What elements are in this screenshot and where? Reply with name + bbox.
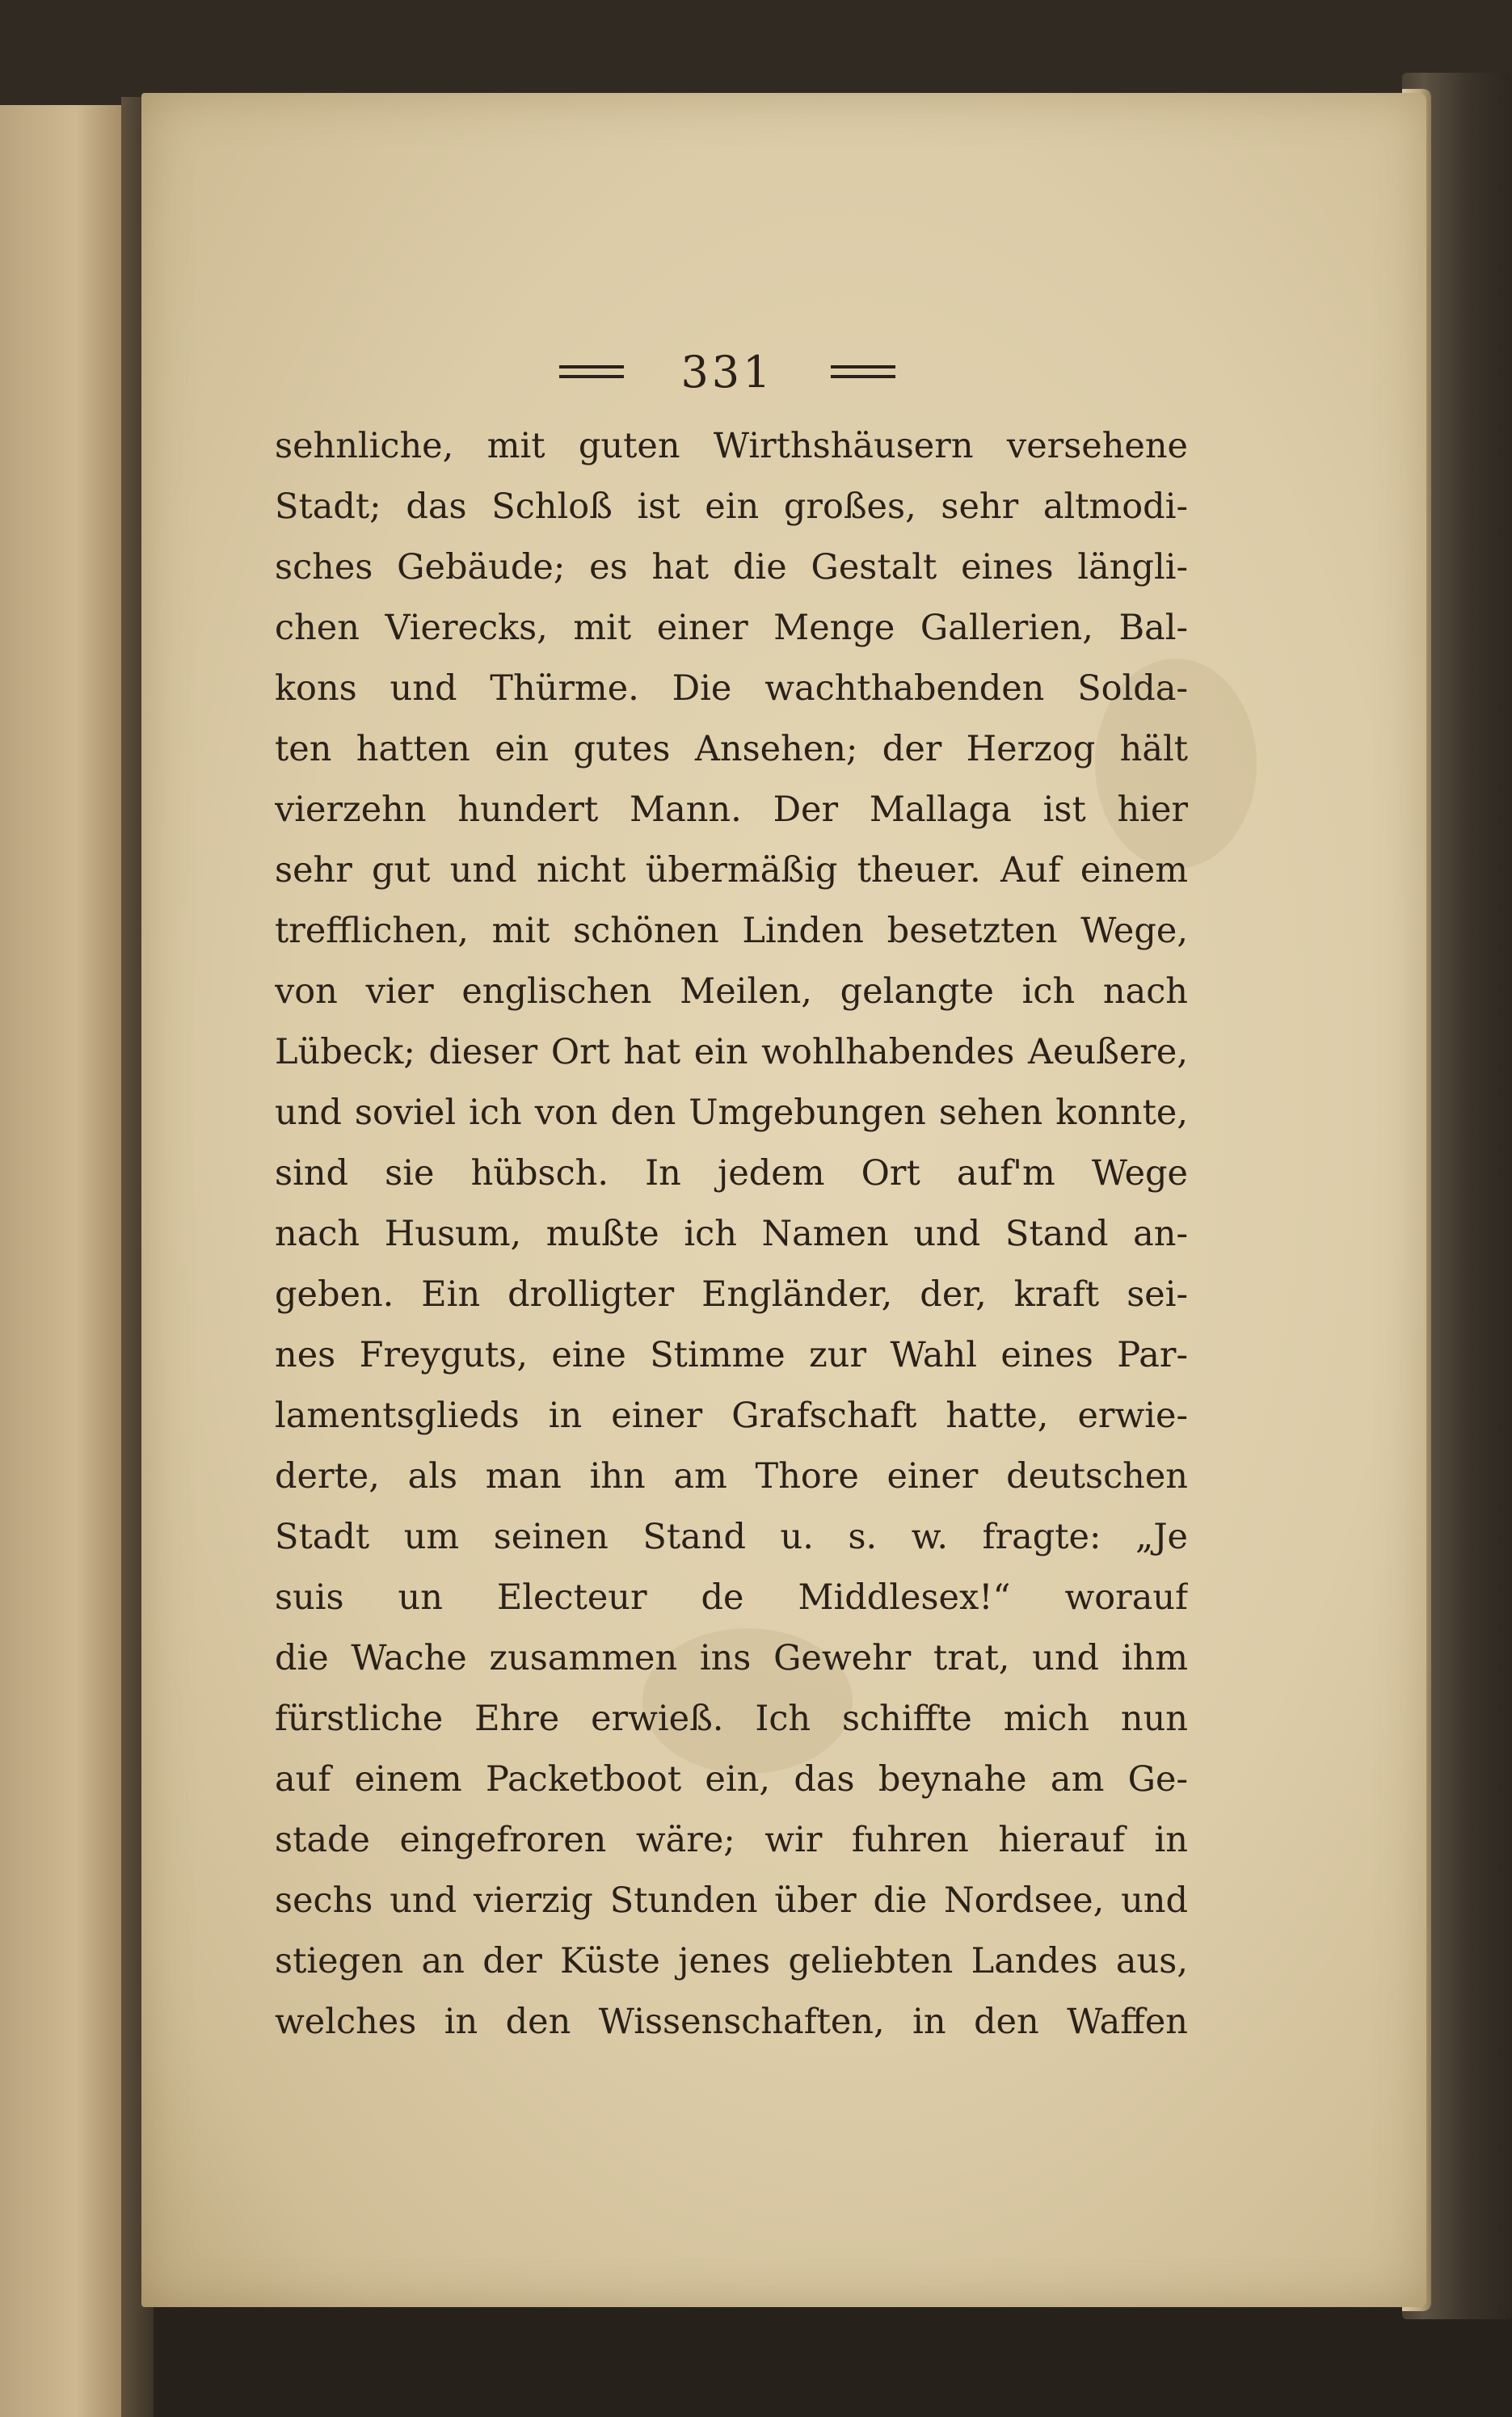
page-header [533,339,921,404]
header-rule-left [559,365,624,378]
text-line: die Wache zusammen ins Gewehr trat, und ihm [275,1638,1188,1678]
text-line: sehr gut und nicht übermäßig theuer. Auf einem [275,850,1188,891]
text-line: chen Vierecks, mit einer Menge Gallerien, Bal- [275,608,1188,648]
text-line: trefflichen, mit schönen Linden besetzten Wege, [275,911,1188,951]
text-line: stiegen an der Küste jenes geliebten Landes aus, [275,1941,1188,1981]
text-line: kons und Thürme. Die wachthabenden Solda- [275,668,1188,709]
text-line: auf einem Packetboot ein, das beynahe am Ge- [275,1759,1188,1800]
text-line: sind sie hübsch. In jedem Ort auf'm Wege [275,1153,1188,1194]
text-line: derte, als man ihn am Thore einer deutschen [275,1456,1188,1497]
text-line: ten hatten ein gutes Ansehen; der Herzog hält [275,729,1188,769]
text-line: geben. Ein drolligter Engländer, der, kraft sei- [275,1274,1188,1315]
text-line: sches Gebäude; es hat die Gestalt eines längli- [275,547,1188,587]
text-line: sehnliche, mit guten Wirthshäusern versehene [275,426,1188,466]
text-line: Stadt; das Schloß ist ein großes, sehr altmodi- [275,486,1188,527]
text-line: Stadt um seinen Stand u. s. w. fragte: „Je [275,1517,1188,1557]
page-number: 331 [680,346,774,398]
facing-page-edge [0,105,137,2417]
text-line: suis un Electeur de Middlesex!“ worauf [275,1577,1188,1618]
text-line: nes Freyguts, eine Stimme zur Wahl eines Par- [275,1335,1188,1375]
text-line: nach Husum, mußte ich Namen und Stand an- [275,1214,1188,1254]
text-line: und soviel ich von den Umgebungen sehen konnte, [275,1093,1188,1133]
text-line: sechs und vierzig Stunden über die Nordsee, und [275,1880,1188,1921]
text-line: von vier englischen Meilen, gelangte ich nach [275,971,1188,1012]
text-line: lamentsglieds in einer Grafschaft hatte, erwie- [275,1396,1188,1436]
text-line: welches in den Wissenschaften, in den Waffen [275,2002,1188,2042]
text-line: stade eingefroren wäre; wir fuhren hierauf in [275,1820,1188,1860]
text-line: fürstliche Ehre erwieß. Ich schiffte mich nun [275,1699,1188,1739]
page-text [275,416,1188,2053]
text-line: vierzehn hundert Mann. Der Mallaga ist hier [275,790,1188,830]
header-rule-right [831,365,895,378]
text-line: Lübeck; dieser Ort hat ein wohlhabendes Aeußere, [275,1032,1188,1072]
